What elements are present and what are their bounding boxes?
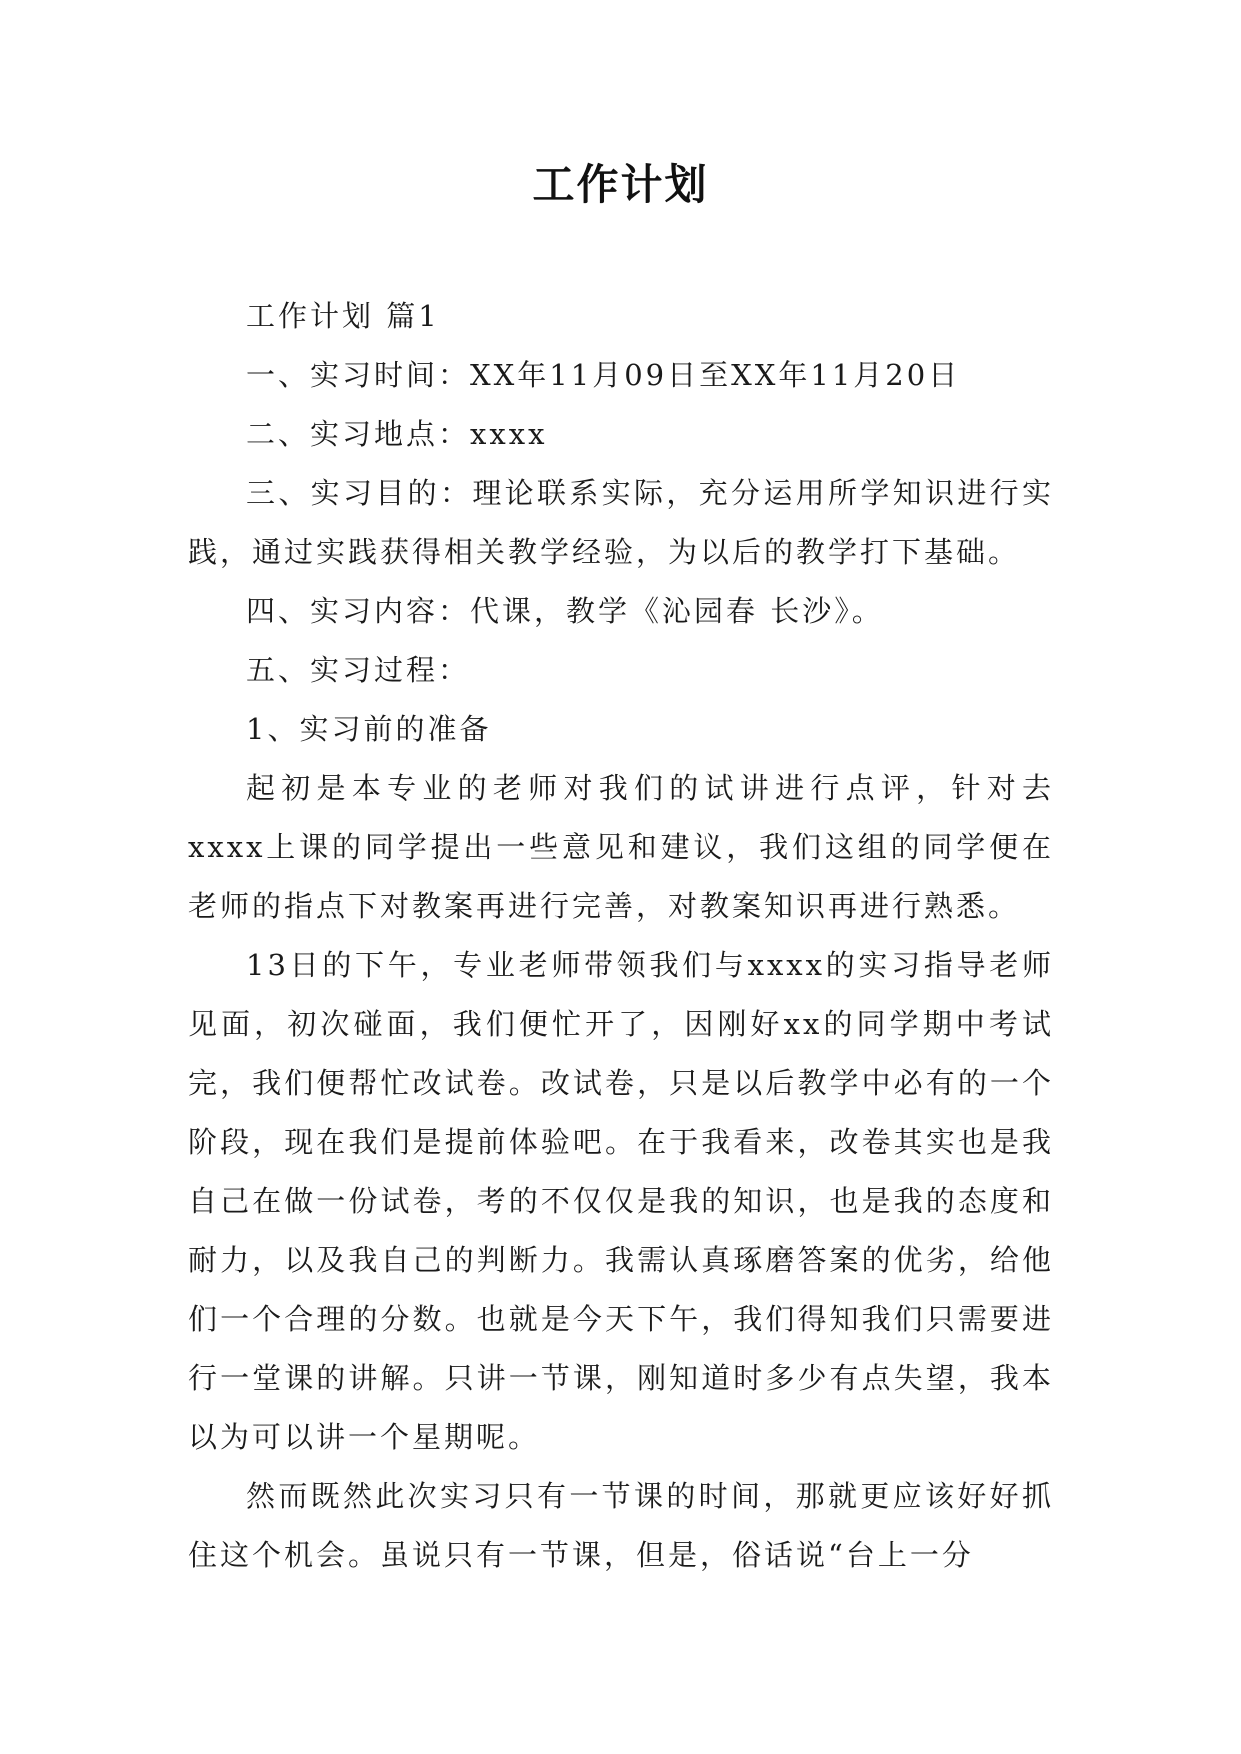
internship-time: 一、实习时间：XX年11月09日至XX年11月20日: [246, 358, 961, 392]
body-paragraph: 起初是本专业的老师对我们的试讲进行点评，针对去xxxx上课的同学提出一些意见和建议，我们这组的同学便在老师的指点下对教案再进行完善，对教案知识再进行熟悉。: [188, 771, 1054, 923]
internship-location: 二、实习地点：xxxx: [246, 417, 548, 451]
document-title: 工作计划: [532, 160, 709, 209]
section-heading: 工作计划 篇1: [246, 299, 440, 333]
internship-process-heading: 五、实习过程：: [246, 653, 471, 687]
body-paragraph: 然而既然此次实习只有一节课的时间，那就更应该好好抓住这个机会。虽说只有一节课，但是，俗话说“台上一分: [188, 1479, 1054, 1572]
body-paragraph: 13日的下午，专业老师带领我们与xxxx的实习指导老师见面，初次碰面，我们便忙开了，因刚好xx的同学期中考试完，我们便帮忙改试卷。改试卷，只是以后教学中必有的一个阶段，现在我们是提前体验吧。在于我看来，改卷其实也是我自己在做一份试卷，考的不仅仅是我的知识，也是我的态度和耐力，以及我自己的判断力。我需认真琢磨答案的优劣，给他们一个合理的分数。也就是今天下午，我们得知我们只需要进行一堂课的讲解。只讲一节课，刚知道时多少有点失望，我本以为可以讲一个星期呢。: [188, 948, 1054, 1454]
internship-content: 四、实习内容：代课，教学《沁园春 长沙》。: [246, 594, 884, 628]
internship-purpose: 三、实习目的：理论联系实际，充分运用所学知识进行实践，通过实践获得相关教学经验，为以后的教学打下基础。: [188, 476, 1054, 569]
preparation-heading: 1、实习前的准备: [246, 712, 492, 746]
document-body: [188, 287, 1054, 1585]
